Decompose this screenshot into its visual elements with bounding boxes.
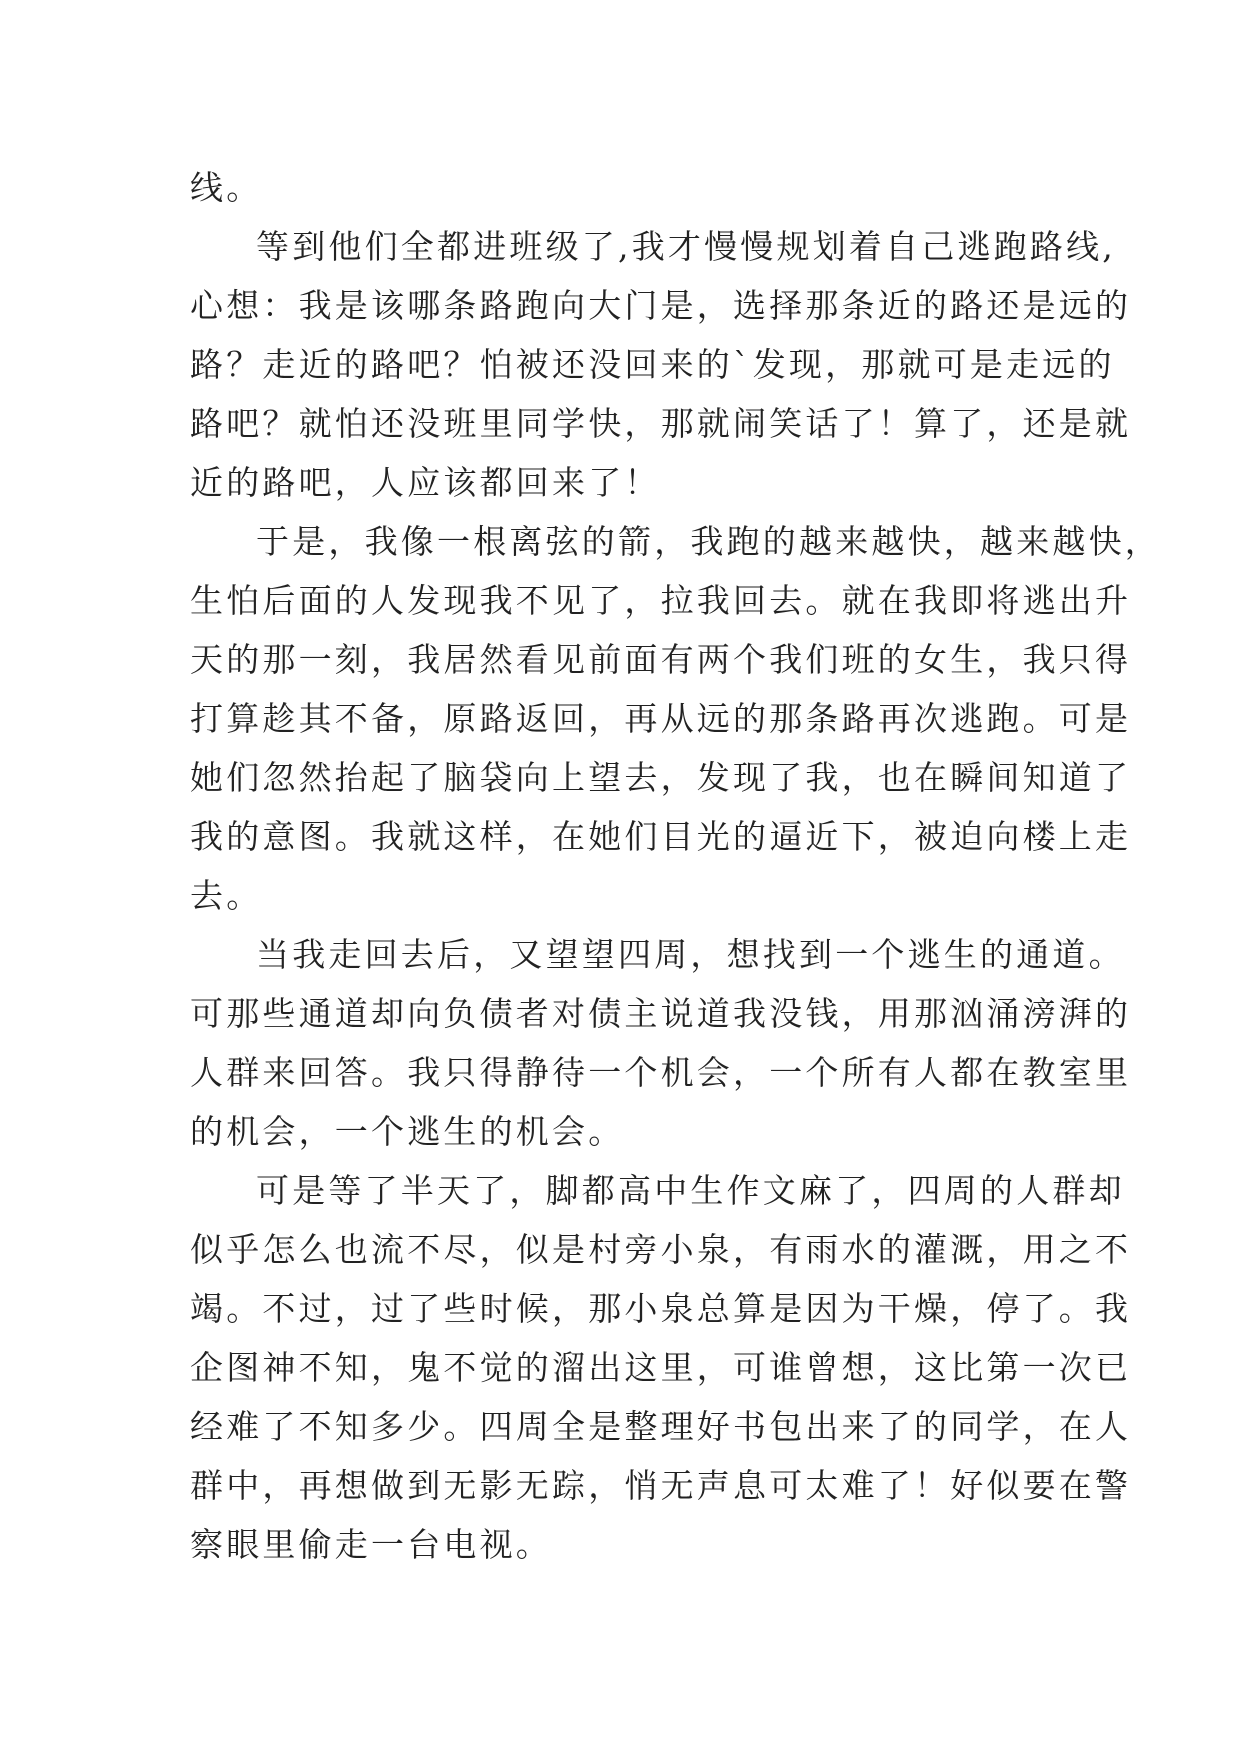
text-line: 企图神不知，鬼不觉的溜出这里，可谁曾想，这比第一次已 xyxy=(190,1348,1132,1387)
text-line: 去。 xyxy=(190,876,263,915)
text-line: 等到他们全都进班级了,我才慢慢规划着自己逃跑路线, xyxy=(256,227,1116,266)
text-line: 天的那一刻，我居然看见前面有两个我们班的女生，我只得 xyxy=(190,640,1132,679)
text-line: 生怕后面的人发现我不见了，拉我回去。就在我即将逃出升 xyxy=(190,581,1132,620)
text-line: 当我走回去后，又望望四周，想找到一个逃生的通道。 xyxy=(256,935,1125,974)
text-line: 路吧？就怕还没班里同学快，那就闹笑话了！算了，还是就 xyxy=(190,404,1132,443)
text-line: 可那些通道却向负债者对债主说道我没钱，用那汹涌滂湃的 xyxy=(190,994,1132,1033)
text-line: 线。 xyxy=(190,168,263,207)
text-line: 打算趁其不备，原路返回，再从远的那条路再次逃跑。可是 xyxy=(190,699,1132,738)
text-line: 她们忽然抬起了脑袋向上望去，发现了我，也在瞬间知道了 xyxy=(190,758,1132,797)
text-line: 似乎怎么也流不尽，似是村旁小泉，有雨水的灌溉，用之不 xyxy=(190,1230,1132,1269)
text-line: 经难了不知多少。四周全是整理好书包出来了的同学，在人 xyxy=(190,1407,1132,1446)
text-line: 竭。不过，过了些时候，那小泉总算是因为干燥，停了。我 xyxy=(190,1289,1132,1328)
text-line: 群中，再想做到无影无踪，悄无声息可太难了！好似要在警 xyxy=(190,1466,1132,1505)
text-line: 心想：我是该哪条路跑向大门是，选择那条近的路还是远的 xyxy=(190,286,1132,325)
essay-body xyxy=(190,158,1161,1574)
text-line: 路？走近的路吧？怕被还没回来的`发现，那就可是走远的 xyxy=(190,345,1115,384)
text-line: 近的路吧，人应该都回来了！ xyxy=(190,463,661,502)
text-line: 的机会，一个逃生的机会。 xyxy=(190,1112,625,1151)
text-line: 察眼里偷走一台电视。 xyxy=(190,1525,552,1564)
text-line: 于是，我像一根离弦的箭，我跑的越来越快，越来越快， xyxy=(256,522,1161,561)
text-line: 我的意图。我就这样，在她们目光的逼近下，被迫向楼上走 xyxy=(190,817,1132,856)
text-line: 可是等了半天了，脚都高中生作文麻了，四周的人群却 xyxy=(256,1171,1125,1210)
text-line: 人群来回答。我只得静待一个机会，一个所有人都在教室里 xyxy=(190,1053,1132,1092)
